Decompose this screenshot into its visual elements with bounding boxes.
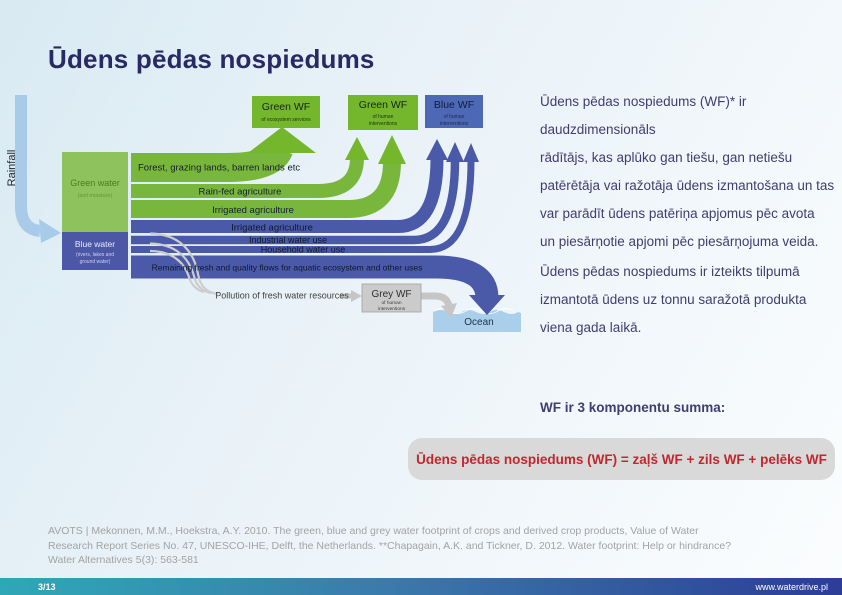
ocean-label: Ocean (464, 317, 494, 328)
source-citation (48, 524, 832, 568)
intro-paragraph (540, 88, 842, 256)
formula-box (408, 438, 835, 480)
household-arrowhead (463, 143, 479, 162)
green-wf-eco-label: Green WF (261, 101, 311, 113)
green-wf-human-sublabel-1: of human (372, 114, 394, 120)
flow-irrigated-blue-label: Irrigated agriculture (231, 222, 313, 234)
grey-wf-label: Grey WF (371, 289, 412, 300)
intro-line: Ūdens pēdas nospiedums (WF)* ir daudzdimensionāls (540, 94, 747, 137)
flow-irrigated-green-label: Irrigated agriculture (212, 205, 294, 216)
water-footprint-diagram (0, 86, 535, 338)
blue-water-sublabel-2: ground water) (79, 259, 111, 265)
flow-household-label: Household water use (260, 244, 346, 255)
rainfall-label: Rainfall (6, 149, 18, 187)
volume-line: Ūdens pēdas nospiedums ir izteikts tilpumā (540, 264, 800, 279)
source-citation-line: AVOTS | Mekonnen, M.M., Hoekstra, A.Y. 2010. The green, blue and grey water footprint of crops and derived crop products, Value of Water (48, 525, 699, 537)
blue-water-sublabel-1: (rivers, lakes and (75, 252, 115, 258)
green-wf-eco-arrowhead (248, 127, 316, 153)
blue-wf-label: Blue WF (433, 99, 475, 111)
industrial-arrowhead (446, 142, 464, 162)
grey-wf-sublabel-2: interventions (377, 307, 406, 312)
green-wf-eco-sublabel: of ecosystem services (261, 117, 311, 123)
footer-bar (0, 578, 842, 595)
intro-line: var parādīt ūdens patēriņa apjomus pēc avota (540, 206, 815, 221)
intro-line: un piesārņotie apjomi pēc piesārņojuma veida. (540, 234, 819, 249)
components-heading: WF ir 3 komponentu summa: (540, 400, 726, 415)
green-wf-human-sublabel-2: interventions (368, 121, 398, 127)
irrigated-blue-arrowhead (426, 139, 448, 160)
source-citation-line: Water Alternatives 5(3): 563-581 (48, 554, 199, 567)
intro-line: rādītājs, kas aplūko gan tiešu, gan netiešu (540, 150, 793, 165)
irrigated-green-arrowhead (378, 135, 406, 164)
page-title: Ūdens pēdas nospiedums (48, 44, 375, 74)
volume-paragraph (540, 258, 842, 342)
blue-water-label: Blue water (74, 239, 116, 249)
green-water-label: Green water (70, 178, 120, 188)
flow-rainfed-label: Rain-fed agriculture (198, 186, 282, 198)
source-citation-line: Research Report Series No. 47, UNESCO-IHE, Delft, the Netherlands. **Chapagain, A.K. and Tickner, D. 2012. Water footprint: Help or hindrance? (48, 539, 732, 552)
blue-wf-sublabel-1: of human (443, 114, 465, 120)
pollution-arrowhead (351, 290, 362, 302)
rainfall-arrowhead (39, 219, 61, 243)
grey-wf-sublabel-1: of human (381, 301, 402, 306)
flow-forest-label: Forest, grazing lands, barren lands etc (138, 162, 301, 174)
flow-industrial-label: Industrial water use (248, 235, 328, 245)
formula-text: Ūdens pēdas nospiedums (WF) = zaļš WF + zils WF + pelēks WF (416, 451, 827, 467)
flow-remaining-label: Remaining fresh and quality flows for aquatic ecosystem and other uses (151, 262, 423, 273)
green-water-sublabel: (soil moisture) (77, 193, 113, 199)
rainfall-arrow (21, 95, 40, 231)
website-link[interactable]: www.waterdrive.pl (755, 581, 828, 592)
rainfed-arrowhead (345, 137, 369, 160)
volume-line: izmantotā ūdens uz tonnu saražotā produkta (540, 292, 807, 307)
greywf-to-ocean-shaft (421, 296, 449, 306)
volume-line: viena gada laikā. (540, 320, 642, 335)
intro-line: patērētāja vai ražotāja ūdens izmantošana un tas (540, 178, 835, 193)
page-number: 3/13 (38, 581, 56, 592)
green-wf-human-label: Green WF (358, 99, 408, 111)
flow-pollution-label: Pollution of fresh water resources (215, 290, 349, 301)
green-water-box (62, 152, 128, 232)
blue-wf-sublabel-2: interventions (439, 121, 469, 127)
